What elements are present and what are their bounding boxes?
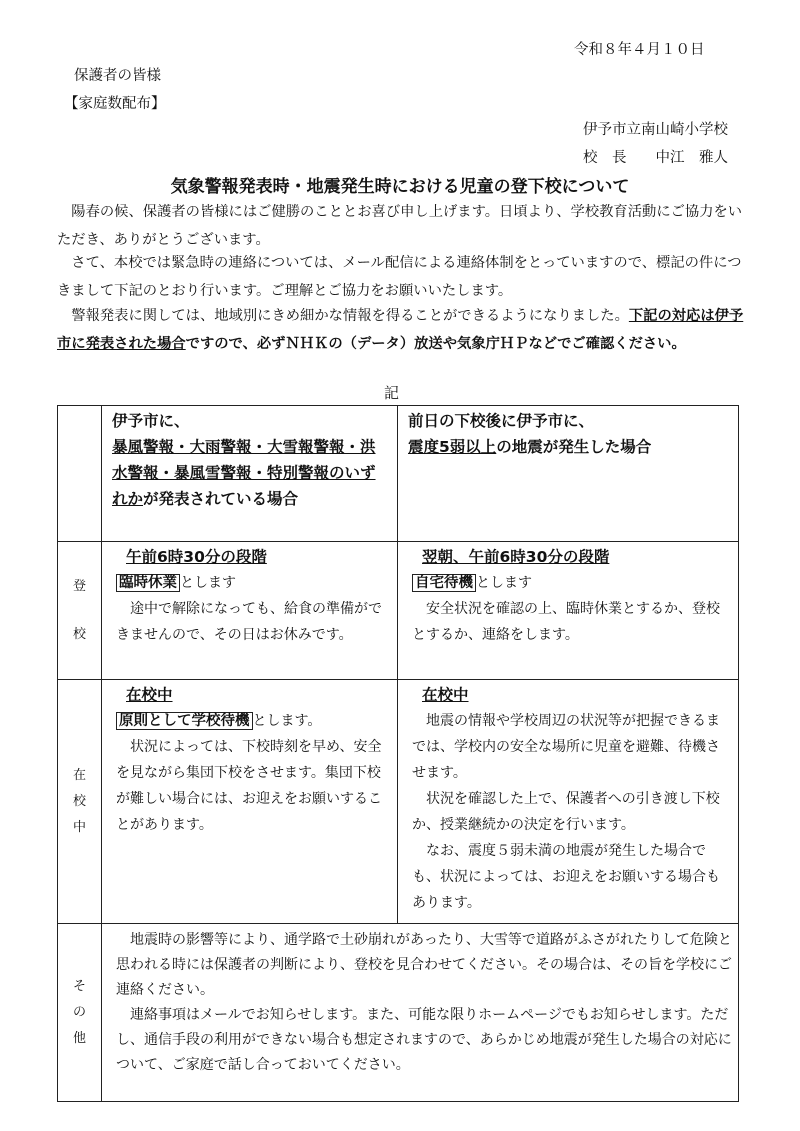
label-toko-1: 登 xyxy=(72,578,86,594)
header-earthquake xyxy=(398,406,739,542)
row-going-to-school xyxy=(58,542,739,680)
label-toko-2: 校 xyxy=(72,626,86,642)
row-during-school xyxy=(58,680,739,924)
toko-left-body: 途中で解除になっても、給食の準備ができませんので、その日はお休みです。 xyxy=(116,601,382,643)
zaiko-weather-cell xyxy=(102,680,398,924)
label-other xyxy=(58,924,102,1102)
other-cell xyxy=(102,924,739,1102)
response-table xyxy=(57,405,739,1102)
toko-left-sub: 午前6時30分の段階 xyxy=(126,548,267,566)
zaiko-left-sub: 在校中 xyxy=(126,686,173,704)
principal-name: 校 長 中江 雅人 xyxy=(583,150,728,166)
label-toko xyxy=(58,542,102,680)
quake-intensity: 震度5弱以上 xyxy=(408,438,497,456)
header-weather-warning xyxy=(102,406,398,542)
other-body-1: 地震時の影響等により、通学路で土砂崩れがあったり、大雪等で道路がふさがれたりして危険と思われる時には保護者の判断により、登校を見合わせてください。その場合は、その旨を学校にご連絡ください。 xyxy=(116,932,732,998)
weather-warning-rest: が発表されている場合 xyxy=(143,490,299,508)
zaiko-quake-cell xyxy=(398,680,739,924)
label-zaiko-2: 校 xyxy=(72,793,86,809)
quake-rest: の地震が発生した場合 xyxy=(496,438,652,456)
quake-line1: 前日の下校後に伊予市に、 xyxy=(408,412,595,430)
school-name: 伊予市立南山崎小学校 xyxy=(583,122,728,138)
zaiko-right-body-3: なお、震度５弱未満の地震が発生した場合でも、状況によっては、お迎えをお願いする場合もあります。 xyxy=(412,843,720,911)
toko-quake-cell xyxy=(398,542,739,680)
zaiko-left-body: 状況によっては、下校時刻を早め、安全を見ながら集団下校をさせます。集団下校が難しい場合には、お迎えをお願いすることがあります。 xyxy=(116,739,382,833)
addressee: 保護者の皆様 xyxy=(74,68,161,84)
zaiko-right-body-1: 地震の情報や学校周辺の状況等が把握できるまでは、学校内の安全な場所に児童を避難、待機させます。 xyxy=(412,713,720,781)
weather-line1: 伊予市に、 xyxy=(112,412,190,430)
zaiko-right-body-2: 状況を確認した上で、保護者への引き渡し下校か、授業継続かの決定を行います。 xyxy=(412,791,720,833)
toko-right-body: 安全状況を確認の上、臨時休業とするか、登校とするか、連絡をします。 xyxy=(412,601,720,643)
toko-right-boxed: 自宅待機 xyxy=(412,574,476,592)
warnings-instruction: ですので、必ずＮＨＫの（データ）放送や気象庁ＨＰなどでご確認ください。 xyxy=(185,336,686,352)
ki-heading: 記 xyxy=(384,384,400,402)
other-body-2: 連絡事項はメールでお知らせします。また、可能な限りホームページでもお知らせします。ただし、通信手段の利用ができない場合も想定されますので、あらかじめ地震が発生した場合の対応について、ご家庭で話し合っておいてください。 xyxy=(116,1007,732,1073)
intro-paragraph-greeting: 陽春の候、保護者の皆様にはご健勝のこととお喜び申し上げます。日頃より、学校教育活動にご協力をいただき、ありがとうございます。 xyxy=(57,204,743,248)
row-other xyxy=(58,924,739,1102)
toko-weather-cell xyxy=(102,542,398,680)
weather-warning-types: 暴風警報・大雨警報・大雪報警報・洪水警報・暴風雪警報・特別警報のいずれか xyxy=(112,438,376,508)
label-other-2: の xyxy=(72,1004,86,1020)
distribution-note: 【家庭数配布】 xyxy=(64,96,166,112)
label-other-1: そ xyxy=(72,978,86,994)
toko-left-after: とします xyxy=(180,575,236,591)
label-zaiko-1: 在 xyxy=(72,767,86,783)
toko-right-sub: 翌朝、午前6時30分の段階 xyxy=(422,548,610,566)
zaiko-left-boxed: 原則として学校待機 xyxy=(116,712,253,730)
intro-paragraph-warnings xyxy=(57,302,747,358)
header-empty-cell xyxy=(58,406,102,542)
toko-left-boxed: 臨時休業 xyxy=(116,574,180,592)
warnings-emphasis: 下記の対応は伊予市に発表された場合 xyxy=(57,308,744,352)
zaiko-right-sub: 在校中 xyxy=(422,686,469,704)
toko-right-after: とします xyxy=(476,575,532,591)
warnings-text: 警報発表に関しては、地域別にきめ細かな情報を得ることができるようになりました。 xyxy=(57,308,629,324)
table-header-row xyxy=(58,406,739,542)
document-date: 令和８年４月１０日 xyxy=(574,42,705,58)
label-other-3: 他 xyxy=(72,1030,86,1046)
label-zaiko-3: 中 xyxy=(72,819,86,835)
document-title: 気象警報発表時・地震発生時における児童の登下校について xyxy=(170,177,630,197)
zaiko-left-after: とします。 xyxy=(252,713,322,729)
label-zaiko xyxy=(58,680,102,924)
intro-paragraph-contact: さて、本校では緊急時の連絡については、メール配信による連絡体制をとっていますので、標記の件につきまして下記のとおり行います。ご理解とご協力をお願いいたします。 xyxy=(57,255,742,299)
